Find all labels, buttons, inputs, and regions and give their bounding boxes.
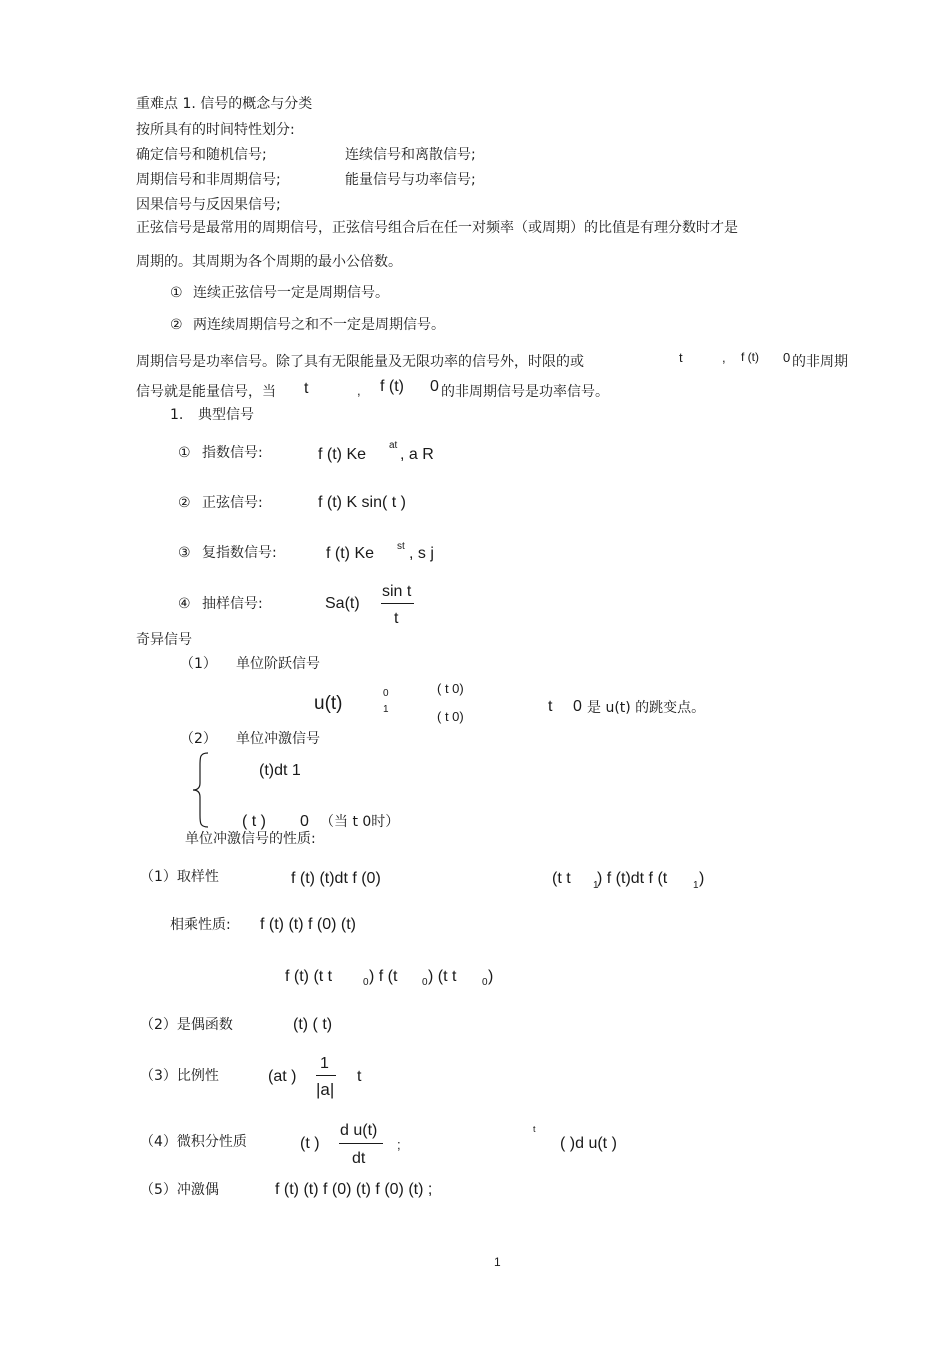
prop3-rhs: t [357, 1068, 362, 1085]
intro-text: 按所具有的时间特性划分: [136, 122, 295, 138]
typical-number: 1. [170, 407, 184, 423]
sa-fraction-bar [381, 603, 414, 604]
mult-formula-2d: ) [488, 968, 494, 985]
prop4-rhs: ( )d u(t ) [560, 1135, 617, 1152]
power-para-t2: t [304, 380, 309, 397]
impulse-eq2-cond: （当 t 0时） [320, 814, 400, 830]
mult-sub-2: 0 [422, 977, 428, 988]
class-row-right: 连续信号和离散信号; [345, 147, 476, 163]
power-para-comma: , [722, 350, 726, 365]
step-lhs: u(t) [314, 693, 343, 714]
impulse-eq1: (t)dt 1 [259, 762, 301, 779]
exp-formula: f (t) Ke [318, 446, 367, 463]
prop1-sub2: 1 [693, 880, 699, 891]
prop4-numerator: d u(t) [340, 1122, 378, 1139]
step-note: 是 u(t) 的跳变点。 [587, 700, 706, 716]
prop1-formula-a: f (t) (t)dt f (0) [291, 870, 381, 887]
step-cond-1: ( t 0) [437, 709, 464, 724]
prop2-label: （2）是偶函数 [140, 1017, 233, 1033]
mult-label: 相乘性质: [170, 917, 231, 933]
step-t: t [548, 698, 553, 715]
typical-mark: ② [178, 495, 191, 511]
step-zero: 0 [573, 698, 582, 715]
prop2-formula: (t) ( t) [293, 1016, 333, 1033]
mult-sub-1: 0 [363, 977, 369, 988]
mult-formula-2a: f (t) (t t [285, 968, 333, 985]
exp-sup: at [389, 440, 398, 451]
power-para-tail: 的非周期 [792, 354, 848, 370]
note-mark: ② [170, 317, 183, 333]
cexp-formula: f (t) Ke [326, 545, 375, 562]
power-para-comma2: , [357, 383, 361, 398]
prop5-formula: f (t) (t) f (0) (t) f (0) (t) ; [275, 1181, 433, 1198]
power-para-line1: 周期信号是功率信号。除了具有无限能量及无限功率的信号外，时限的或 [136, 354, 584, 370]
prop3-label: （3）比例性 [140, 1068, 219, 1084]
typical-label: 复指数信号: [202, 545, 277, 561]
prop4-semicolon: ; [397, 1137, 401, 1152]
typical-label: 抽样信号: [202, 596, 263, 612]
typical-mark: ④ [178, 596, 191, 612]
class-row-left: 周期信号和非周期信号; [136, 172, 281, 188]
prop4-label: （4）微积分性质 [140, 1134, 247, 1150]
note-text: 两连续周期信号之和不一定是周期信号。 [193, 317, 445, 333]
typical-label: 指数信号: [202, 445, 263, 461]
power-para-ft2: f (t) [380, 378, 404, 395]
note-mark: ① [170, 285, 183, 301]
impulse-brace [190, 751, 212, 829]
mult-formula-2b: ) f (t [369, 968, 398, 985]
power-para-t: t [679, 350, 683, 365]
cexp-sup: st [397, 541, 405, 552]
exp-tail: , a R [400, 446, 434, 463]
sa-denominator: t [394, 610, 399, 627]
impulse-props-title: 单位冲激信号的性质: [185, 831, 316, 847]
prop4-fraction-bar [339, 1143, 383, 1144]
sine-formula: f (t) K sin( t ) [318, 494, 406, 511]
sa-lhs: Sa(t) [325, 595, 360, 612]
prop3-denominator: |a| [316, 1080, 335, 1099]
note-text: 连续正弦信号一定是周期信号。 [193, 285, 389, 301]
singular-title: 奇异信号 [136, 632, 192, 648]
typical-label: 正弦信号: [202, 495, 263, 511]
cexp-tail: , s j [409, 545, 434, 562]
power-para-ft: f (t) [741, 350, 759, 364]
step-value-0: 0 [383, 688, 389, 699]
mult-formula-1: f (t) (t) f (0) (t) [260, 916, 356, 933]
prop1-formula-b2: ) f (t)dt f (t [597, 870, 668, 887]
prop3-lhs: (at ) [268, 1068, 297, 1085]
step-number: （1） [180, 656, 217, 672]
power-para-zero: 0 [783, 350, 791, 365]
sine-paragraph-line1: 正弦信号是最常用的周期信号，正弦信号组合后在任一对频率（或周期）的比值是有理分数时才是 [136, 220, 738, 236]
class-row-left: 确定信号和随机信号; [136, 147, 267, 163]
prop3-numerator: 1 [320, 1055, 329, 1072]
impulse-eq2-lhs: ( t ) [242, 813, 266, 830]
power-para-zero2: 0 [430, 378, 439, 395]
step-value-1: 1 [383, 704, 389, 715]
impulse-number: （2） [180, 731, 217, 747]
power-para-tail2: 的非周期信号是功率信号。 [441, 384, 609, 400]
class-row-left: 因果信号与反因果信号; [136, 197, 281, 213]
prop4-lhs: (t ) [300, 1135, 320, 1152]
prop1-formula-b3: ) [699, 870, 705, 887]
prop4-denominator: dt [352, 1150, 366, 1167]
class-row-right: 能量信号与功率信号; [345, 172, 476, 188]
prop1-sub: 1 [593, 880, 599, 891]
power-para-line2: 信号就是能量信号，当 [136, 384, 276, 400]
sa-numerator: sin t [382, 583, 412, 600]
mult-formula-2c: ) (t t [428, 968, 457, 985]
page-number: 1 [494, 1255, 501, 1269]
prop4-upper-limit: t [533, 1124, 536, 1134]
mult-sub-3: 0 [482, 977, 488, 988]
typical-mark: ③ [178, 545, 191, 561]
prop1-formula-b: (t t [552, 870, 571, 887]
typical-title: 典型信号 [198, 407, 254, 423]
typical-mark: ① [178, 445, 191, 461]
step-title: 单位阶跃信号 [236, 656, 320, 672]
impulse-eq2-zero: 0 [300, 813, 309, 830]
step-cond-0: ( t 0) [437, 681, 464, 696]
section-heading: 重难点 1. 信号的概念与分类 [136, 96, 313, 112]
impulse-title: 单位冲激信号 [236, 731, 320, 747]
prop3-fraction-bar [316, 1075, 336, 1076]
prop1-label: （1）取样性 [140, 869, 219, 885]
sine-paragraph-line2: 周期的。其周期为各个周期的最小公倍数。 [136, 254, 402, 270]
prop5-label: （5）冲激偶 [140, 1182, 219, 1198]
